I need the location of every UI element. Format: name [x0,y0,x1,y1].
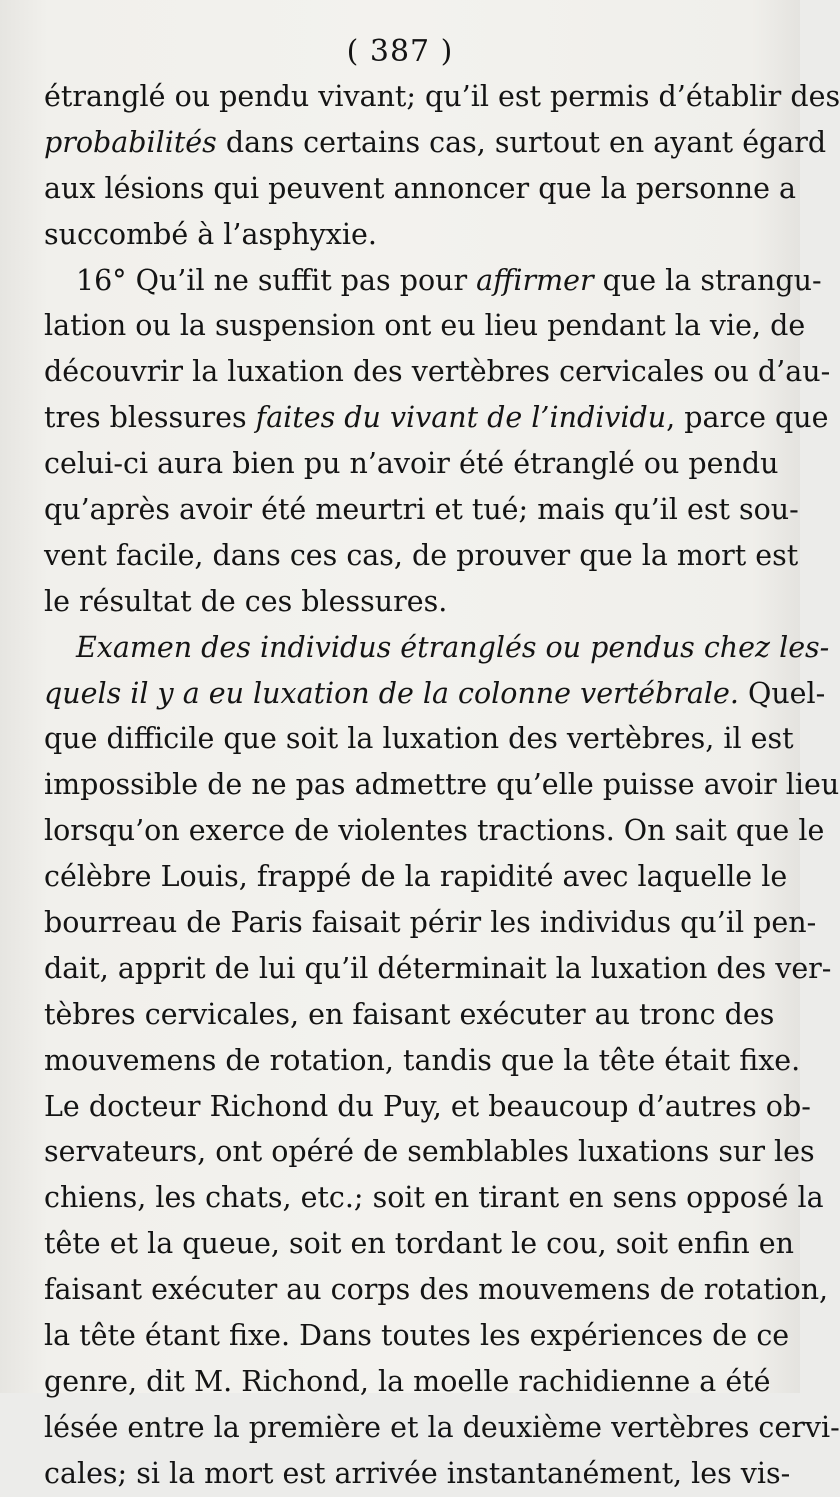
text-segment: lation ou la suspension ont eu lieu pendant la vie, de [44,309,806,343]
italic-text-segment: faites du vivant de l’individu [255,401,667,435]
text-segment: tèbres cervicales, en faisant exécuter au tronc des [44,997,775,1031]
text-segment: la tête étant fixe. Dans toutes les expériences de ce [44,1319,790,1353]
text-segment: 16° Qu’il ne suffit pas pour [76,263,477,297]
text-segment: cales; si la mort est arrivée instantanément, les vis- [44,1456,791,1490]
text-line [44,487,799,533]
text-segment: succombé à l’asphyxie. [44,217,377,251]
text-segment: mouvemens de rotation, tandis que la tête était fixe. [44,1043,801,1077]
text-segment: découvrir la luxation des vertèbres cervicales ou d’au- [44,355,831,389]
paragraph [44,625,840,1497]
text-line [44,762,840,808]
text-segment: aux lésions qui peuvent annoncer que la personne a [44,171,797,205]
text-line [44,716,794,762]
text-segment: tres blessures [44,401,256,435]
text-line [44,625,830,671]
text-line [44,441,779,487]
text-line [44,1129,815,1175]
text-line [44,671,826,717]
text-segment: celui-ci aura bien pu n’avoir été étranglé ou pendu [44,447,779,481]
text-line [44,74,840,120]
text-line [44,1175,824,1221]
text-segment: vent facile, dans ces cas, de prouver que la mort est [44,538,799,572]
text-line [44,579,758,625]
text-segment: que difficile que soit la luxation des vertèbres, il est [44,722,794,756]
text-segment: dans certains cas, surtout en ayant égard [216,125,827,159]
text-segment: , parce que [666,401,829,435]
italic-text-segment: Examen des individus étranglés ou pendus chez les- [76,630,830,664]
text-line [44,212,758,258]
text-line [44,120,827,166]
text-line [44,533,799,579]
text-segment: genre, dit M. Richond, la moelle rachidienne a été [44,1364,771,1398]
text-line [44,1267,829,1313]
text-segment: étranglé ou pendu vivant; qu’il est permis d’établir des [44,80,840,113]
text-segment: qu’après avoir été meurtri et tué; mais qu’il est sou- [44,493,799,527]
italic-text-segment: quels il y a eu luxation de la colonne vertébrale. [44,676,739,710]
text-segment: tête et la queue, soit en tordant le cou, soit enfin en [44,1227,794,1261]
text-line [44,854,788,900]
text-line [44,1405,840,1451]
text-segment: célèbre Louis, frappé de la rapidité avec laquelle le [44,860,788,894]
paragraph [44,258,831,625]
page-body-text [44,74,840,1497]
text-line [44,1038,801,1084]
text-segment: lorsqu’on exerce de violentes tractions. On sait que le [44,814,825,848]
text-line [44,1313,790,1359]
text-line [44,166,797,212]
text-segment: chiens, les chats, etc.; soit en tirant en sens opposé la [44,1181,824,1215]
text-segment: le résultat de ces blessures. [44,584,448,618]
text-line [44,349,831,395]
text-line [44,1221,794,1267]
paragraph [44,74,840,258]
text-segment: impossible de ne pas admettre qu’elle puisse avoir lieu [44,768,840,802]
text-segment: faisant exécuter au corps des mouvemens de rotation, [44,1273,829,1307]
text-line [44,258,822,304]
text-line [44,992,775,1038]
page-number: ( 387 ) [346,34,454,69]
text-segment: Le docteur Richond du Puy, et beaucoup d’autres ob- [44,1089,811,1123]
italic-text-segment: affirmer [476,263,594,297]
text-segment: servateurs, ont opéré de semblables luxations sur les [44,1135,815,1169]
text-line [44,900,817,946]
text-line [44,1359,771,1405]
italic-text-segment: probabilités [44,125,217,159]
text-segment: bourreau de Paris faisait périr les individus qu’il pen- [44,906,817,940]
text-line [44,1084,811,1130]
text-line [44,395,829,441]
text-line [44,303,806,349]
text-line [44,946,832,992]
text-segment: que la strangu- [593,263,822,297]
text-segment: lésée entre la première et la deuxième vertèbres cervi- [44,1410,840,1444]
text-line [44,1451,791,1497]
text-line [44,808,825,854]
text-segment: dait, apprit de lui qu’il déterminait la luxation des ver- [44,951,832,985]
text-segment: Quel- [738,676,826,710]
